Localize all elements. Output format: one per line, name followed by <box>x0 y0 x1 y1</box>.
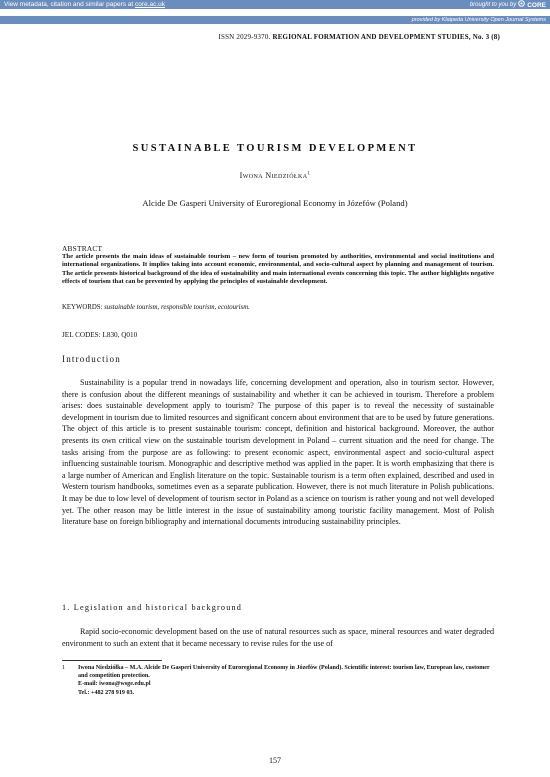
core-brand[interactable]: brought to you by CORE <box>469 2 546 9</box>
introduction-paragraph: Sustainability is a popular trend in nowadays life, concerning development and operation, also in tourism sector. However, there is confusion about the different meanings of sustainability and whether it can be achieved in tourism. Therefore a problem arises: does sustainable development apply to tourism? The purpose of this paper is to reveal the necessity of sustainable development in tourism due to limited resources and significant concern about environment that are to be used by future generations. The object of this article is to present sustainable tourism: concept, definition and historical background. Moreover, the author presents its own critical view on the sustainable tourism development in Poland – current situation and the need for change. The tasks arising from the purpose are as following: to present economic aspect, environmental aspect and socio-cultural aspect influencing sustainable tourism. Monographic and descriptive method was applied in the paper. It is worth emphasizing that there is a large number of American and English literature on the topic. Sustainable tourism is a term often explained, described and used in Western tourism handbooks, sometimes even as a separate publication. However, there is not much literature in Polish publications. It may be due to low level of development of tourism sector in Poland as a science on tourism is rather young and not well developed yet. The other reason may be little interest in the issue of sustainability among touristic facility management. Most of Polish literature base on foreign bibliography and international documents introducing sustainability principles. <box>62 378 494 527</box>
keywords: KEYWORDS: sustainable tourism, responsible tourism, ecotourism. <box>62 304 250 311</box>
section-1-paragraph: Rapid socio-economic development based on the use of natural resources such as space, mineral resources and water degraded environment to such an extent that it became necessary to revise rules for the use of <box>62 627 494 648</box>
jel-codes: JEL CODES: L830, Q010 <box>62 331 138 339</box>
abstract-text: The article presents the main ideas of sustainable tourism – new form of tourism promoted by authorities, environmental and social institutions and international organizations. It implies taking into account economic, environmental, and socio-cultural aspect by planning and management of tourism. The article presents historical background of the idea of sustainability and main international events concerning this topic. The author highlights negative effects of tourism that can be prevented by applying the principles of sustainable development. <box>62 253 494 285</box>
core-banner <box>0 0 550 9</box>
journal-header: ISSN 2029-9370. REGIONAL FORMATION AND DEVELOPMENT STUDIES, No. 3 (8) <box>218 33 500 41</box>
footnote-rule <box>62 660 162 661</box>
page-number: 157 <box>269 756 281 765</box>
provider-banner: provided by Klaipeda University Open Journal Systems <box>0 16 550 24</box>
core-link[interactable]: core.ac.uk <box>135 1 166 8</box>
footnote-number: 1 <box>62 665 66 671</box>
footnote-email: E-mail: iwona@wsge.edu.pl <box>78 681 151 688</box>
footnote <box>62 664 494 697</box>
introduction-heading: Introduction <box>62 354 121 364</box>
core-metadata-text: View metadata, citation and similar papers at core.ac.uk <box>4 1 166 8</box>
abstract-heading: ABSTRACT <box>62 244 103 253</box>
author-affiliation: Alcide De Gasperi University of Euroregional Economy in Józefów (Poland) <box>142 198 408 208</box>
footnote-body: Iwona Niedziółka – M.A. Alcide De Gasperi University of Euroregional Economy in Józefów (Poland). Scientific interest: tourism law, European law, customer and competition protection. E-mail: iwona@wsge.edu.pl Tel.: +482 278 919 03. <box>78 665 490 696</box>
section-1-heading: 1. Legislation and historical background <box>62 603 243 612</box>
footnote-phone: Tel.: +482 278 919 03. <box>78 689 135 696</box>
article-title: SUSTAINABLE TOURISM DEVELOPMENT <box>132 143 418 154</box>
author-name: Iwona Niedziółka$^1$ <box>239 171 311 180</box>
core-logo-icon <box>518 0 525 11</box>
